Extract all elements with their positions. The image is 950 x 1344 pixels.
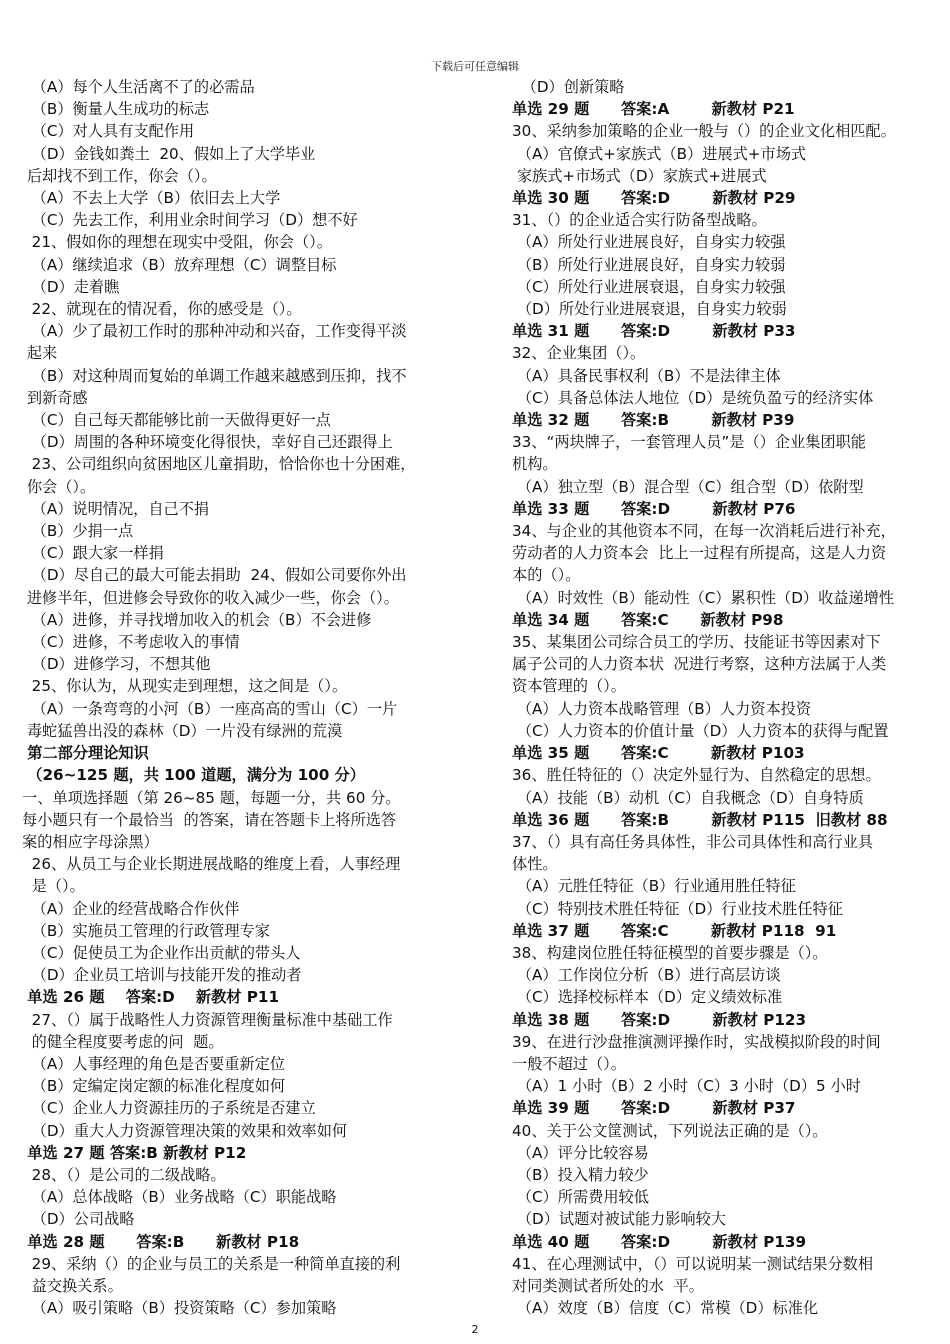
text-line: （D）企业员工培训与技能开发的推动者 <box>22 966 302 985</box>
text-line: （B）所处行业进展良好，自身实力较弱 <box>512 255 786 274</box>
header-note: 下载后可任意编辑 <box>431 60 519 73</box>
text-line: （C）具备总体法人地位（D）是统负盈亏的经济实体 <box>512 388 874 407</box>
text-line: 28、（）是公司的二级战略。 <box>22 1165 226 1184</box>
text-line: （D）进修学习，不想其他 <box>22 655 211 674</box>
answer-line: 单选 32 题 答案:B 新教材 P39 <box>512 411 795 430</box>
text-line: 39、在进行沙盘推演测评操作时，实战模拟阶段的时间 <box>512 1032 881 1051</box>
text-line: 38、构建岗位胜任特征模型的首要步骤是（）。 <box>512 943 828 962</box>
answer-line: 单选 26 题 答案:D 新教材 P11 <box>22 988 280 1007</box>
answer-line: 第二部分理论知识 <box>22 744 149 763</box>
text-line: （A）官僚式+家族式（B）进展式+市场式 <box>512 144 807 163</box>
text-line: （C）对人具有支配作用 <box>22 122 195 141</box>
text-line: （C）自己每天都能够比前一天做得更好一点 <box>22 411 331 430</box>
text-line: 40、关于公文筐测试，下列说法正确的是（）。 <box>512 1121 828 1140</box>
text-line: （A）人力资本战略管理（B）人力资本投资 <box>512 699 812 718</box>
text-line: （D）所处行业进展衰退，自身实力较弱 <box>512 300 787 319</box>
text-line: （D）周围的各种环境变化得很快，幸好自己还跟得上 <box>22 433 393 452</box>
text-line: 一、单项选择题（第 26~85 题，每题一分，共 60 分。 <box>22 788 401 807</box>
text-line: 41、在心理测试中，（）可以说明某一测试结果分数相 <box>512 1254 874 1273</box>
text-line: 劳动者的人力资本会 比上一过程有所提高，这是人力资 <box>512 544 887 563</box>
answer-line: 单选 36 题 答案:B 新教材 P115 旧教材 88 <box>512 810 888 829</box>
text-line: 每小题只有一个最恰当 的答案，请在答题卡上将所选答 <box>22 810 397 829</box>
text-line: 毒蛇猛兽出没的森林（D）一片没有绿洲的荒漠 <box>22 721 343 740</box>
text-line: （A）进修，并寻找增加收入的机会（B）不会进修 <box>22 610 372 629</box>
text-line: （A）工作岗位分析（B）进行高层访谈 <box>512 966 781 985</box>
text-line: 25、你认为，从现实走到理想，这之间是（）。 <box>22 677 348 696</box>
text-line: （C）所处行业进展衰退，自身实力较强 <box>512 277 786 296</box>
text-line: （A）每个人生活离不了的必需品 <box>22 78 255 96</box>
answer-line: 单选 40 题 答案:D 新教材 P139 <box>512 1232 807 1251</box>
text-line: 一般不超过（）。 <box>512 1054 626 1073</box>
text-line: （C）特别技术胜任特征（D）行业技术胜任特征 <box>512 899 843 918</box>
text-line: （A）人事经理的角色是否要重新定位 <box>22 1054 286 1073</box>
text-line: 23、公司组织向贫困地区儿童捐助，恰恰你也十分困难， <box>22 455 416 474</box>
text-line: 你会（）。 <box>22 477 96 496</box>
right-column <box>512 76 934 1319</box>
text-line: （A）独立型（B）混合型（C）组合型（D）依附型 <box>512 477 864 496</box>
text-line: 的健全程度要考虑的问 题。 <box>22 1032 224 1051</box>
text-line: （A）效度（B）信度（C）常模（D）标准化 <box>512 1299 819 1318</box>
text-line: 进修半年，但进修会导致你的收入减少一些，你会（）。 <box>22 588 399 607</box>
text-line: （C）促使员工为企业作出贡献的带头人 <box>22 943 301 962</box>
text-line: （A）少了最初工作时的那种冲动和兴奋，工作变得平淡 <box>22 322 407 341</box>
text-line: （A）元胜任特征（B）行业通用胜任特征 <box>512 877 796 896</box>
text-line: 家族式+市场式（D）家族式+进展式 <box>512 166 767 185</box>
answer-line: 单选 28 题 答案:B 新教材 P18 <box>22 1232 300 1251</box>
text-line: 机构。 <box>512 455 558 474</box>
answer-line: 单选 34 题 答案:C 新教材 P98 <box>512 610 784 629</box>
text-line: （A）说明情况，自己不捐 <box>22 499 210 518</box>
answer-line: 单选 29 题 答案:A 新教材 P21 <box>512 100 795 119</box>
text-line: 26、从员工与企业长期进展战略的维度上看，人事经理 <box>22 855 401 874</box>
text-line: （B）定编定岗定额的标准化程度如何 <box>22 1077 286 1096</box>
text-line: 资本管理的（）。 <box>512 677 626 696</box>
text-line: （A）所处行业进展良好，自身实力较强 <box>512 233 786 252</box>
text-line: 益交换关系。 <box>22 1276 123 1295</box>
answer-line: 单选 27 题 答案:B 新教材 P12 <box>22 1143 247 1162</box>
text-line: （C）企业人力资源挂历的子系统是否建立 <box>22 1099 316 1118</box>
answer-line: 单选 38 题 答案:D 新教材 P123 <box>512 1010 807 1029</box>
text-line: （A）总体战略（B）业务战略（C）职能战略 <box>22 1188 337 1207</box>
text-line: （A）技能（B）动机（C）自我概念（D）自身特质 <box>512 788 864 807</box>
text-line: 31、（）的企业适合实行防备型战略。 <box>512 211 767 230</box>
text-line: （A）评分比较容易 <box>512 1143 649 1162</box>
text-line: 属子公司的人力资本状 况进行考察，这种方法属于人类 <box>512 655 887 674</box>
text-line: 对同类测试者所处的水 平。 <box>512 1276 704 1295</box>
answer-line: 单选 33 题 答案:D 新教材 P76 <box>512 499 796 518</box>
text-line: （A）具备民事权利（B）不是法律主体 <box>512 366 781 385</box>
text-line: （A）继续追求（B）放弃理想（C）调整目标 <box>22 255 337 274</box>
text-line: （B）少捐一点 <box>22 522 134 541</box>
text-line: （D）金钱如粪土 20、假如上了大学毕业 <box>22 144 316 163</box>
text-line: （D）走着瞧 <box>22 277 120 296</box>
text-line: 案的相应字母涂黑） <box>22 832 159 851</box>
answer-line: 单选 37 题 答案:C 新教材 P118 91 <box>512 921 837 940</box>
text-line: 37、（）具有高任务具体性，非公司具体性和高行业具 <box>512 832 874 851</box>
text-line: （D）尽自己的最大可能去捐助 24、假如公司要你外出 <box>22 566 407 585</box>
text-line: 34、与企业的其他资本不同，在每一次消耗后进行补充， <box>512 522 896 541</box>
text-line: （C）先去工作，利用业余时间学习（D）想不好 <box>22 211 358 230</box>
text-line: （D）试题对被试能力影响较大 <box>512 1210 726 1229</box>
text-line: 27、（）属于战略性人力资源管理衡量标准中基础工作 <box>22 1010 393 1029</box>
text-line: （B）投入精力较少 <box>512 1165 649 1184</box>
text-line: 本的（）。 <box>512 566 581 585</box>
text-line: （D）公司战略 <box>22 1210 135 1229</box>
text-line: （C）人力资本的价值计量（D）人力资本的获得与配置 <box>512 721 889 740</box>
text-line: 30、采纳参加策略的企业一般与（）的企业文化相匹配。 <box>512 122 896 141</box>
text-line: 29、采纳（）的企业与员工的关系是一种简单直接的利 <box>22 1254 401 1273</box>
answer-line: 单选 30 题 答案:D 新教材 P29 <box>512 189 796 208</box>
text-line: （B）实施员工管理的行政管理专家 <box>22 921 270 940</box>
text-line: （D）创新策略 <box>512 78 625 96</box>
text-line: （A）时效性（B）能动性（C）累积性（D）收益递增性 <box>512 588 895 607</box>
text-line: 是（）。 <box>22 877 85 896</box>
text-line: 到新奇感 <box>22 388 88 407</box>
text-line: 35、某集团公司综合员工的学历、技能证书等因素对下 <box>512 633 881 652</box>
text-line: （A）不去上大学（B）依旧去上大学 <box>22 189 281 208</box>
text-line: （A）一条弯弯的小河（B）一座高高的雪山（C）一片 <box>22 699 398 718</box>
text-line: （C）进修，不考虑收入的事情 <box>22 633 240 652</box>
text-line: 起来 <box>22 344 58 363</box>
text-line: （C）跟大家一样捐 <box>22 544 164 563</box>
text-line: （A）企业的经营战略合作伙伴 <box>22 899 240 918</box>
answer-line: （26~125 题，共 100 道题，满分为 100 分） <box>22 766 365 785</box>
text-line: （A）吸引策略（B）投资策略（C）参加策略 <box>22 1299 337 1318</box>
text-line: 21、假如你的理想在现实中受阻，你会（）。 <box>22 233 332 252</box>
text-line: 后却找不到工作，你会（）。 <box>22 166 217 185</box>
text-line: 体性。 <box>512 855 558 874</box>
text-line: （C）选择校标样本（D）定义绩效标准 <box>512 988 783 1007</box>
text-line: （B）对这种周而复始的单调工作越来越感到压抑，找不 <box>22 366 407 385</box>
left-column <box>22 76 452 1319</box>
answer-line: 单选 39 题 答案:D 新教材 P37 <box>512 1099 796 1118</box>
text-line: 32、企业集团（）。 <box>512 344 646 363</box>
answer-line: 单选 31 题 答案:D 新教材 P33 <box>512 322 796 341</box>
text-line: （C）所需费用较低 <box>512 1188 649 1207</box>
text-line: （D）重大人力资源管理决策的效果和效率如何 <box>22 1121 348 1140</box>
text-line: 36、胜任特征的（）决定外显行为、自然稳定的思想。 <box>512 766 881 785</box>
page-number: 2 <box>471 1323 479 1336</box>
text-line: （B）衡量人生成功的标志 <box>22 100 210 119</box>
text-line: 33、“两块牌子，一套管理人员”是（）企业集团职能 <box>512 433 866 452</box>
answer-line: 单选 35 题 答案:C 新教材 P103 <box>512 744 805 763</box>
text-line: 22、就现在的情况看，你的感受是（）。 <box>22 300 302 319</box>
text-line: （A）1 小时（B）2 小时（C）3 小时（D）5 小时 <box>512 1077 861 1096</box>
